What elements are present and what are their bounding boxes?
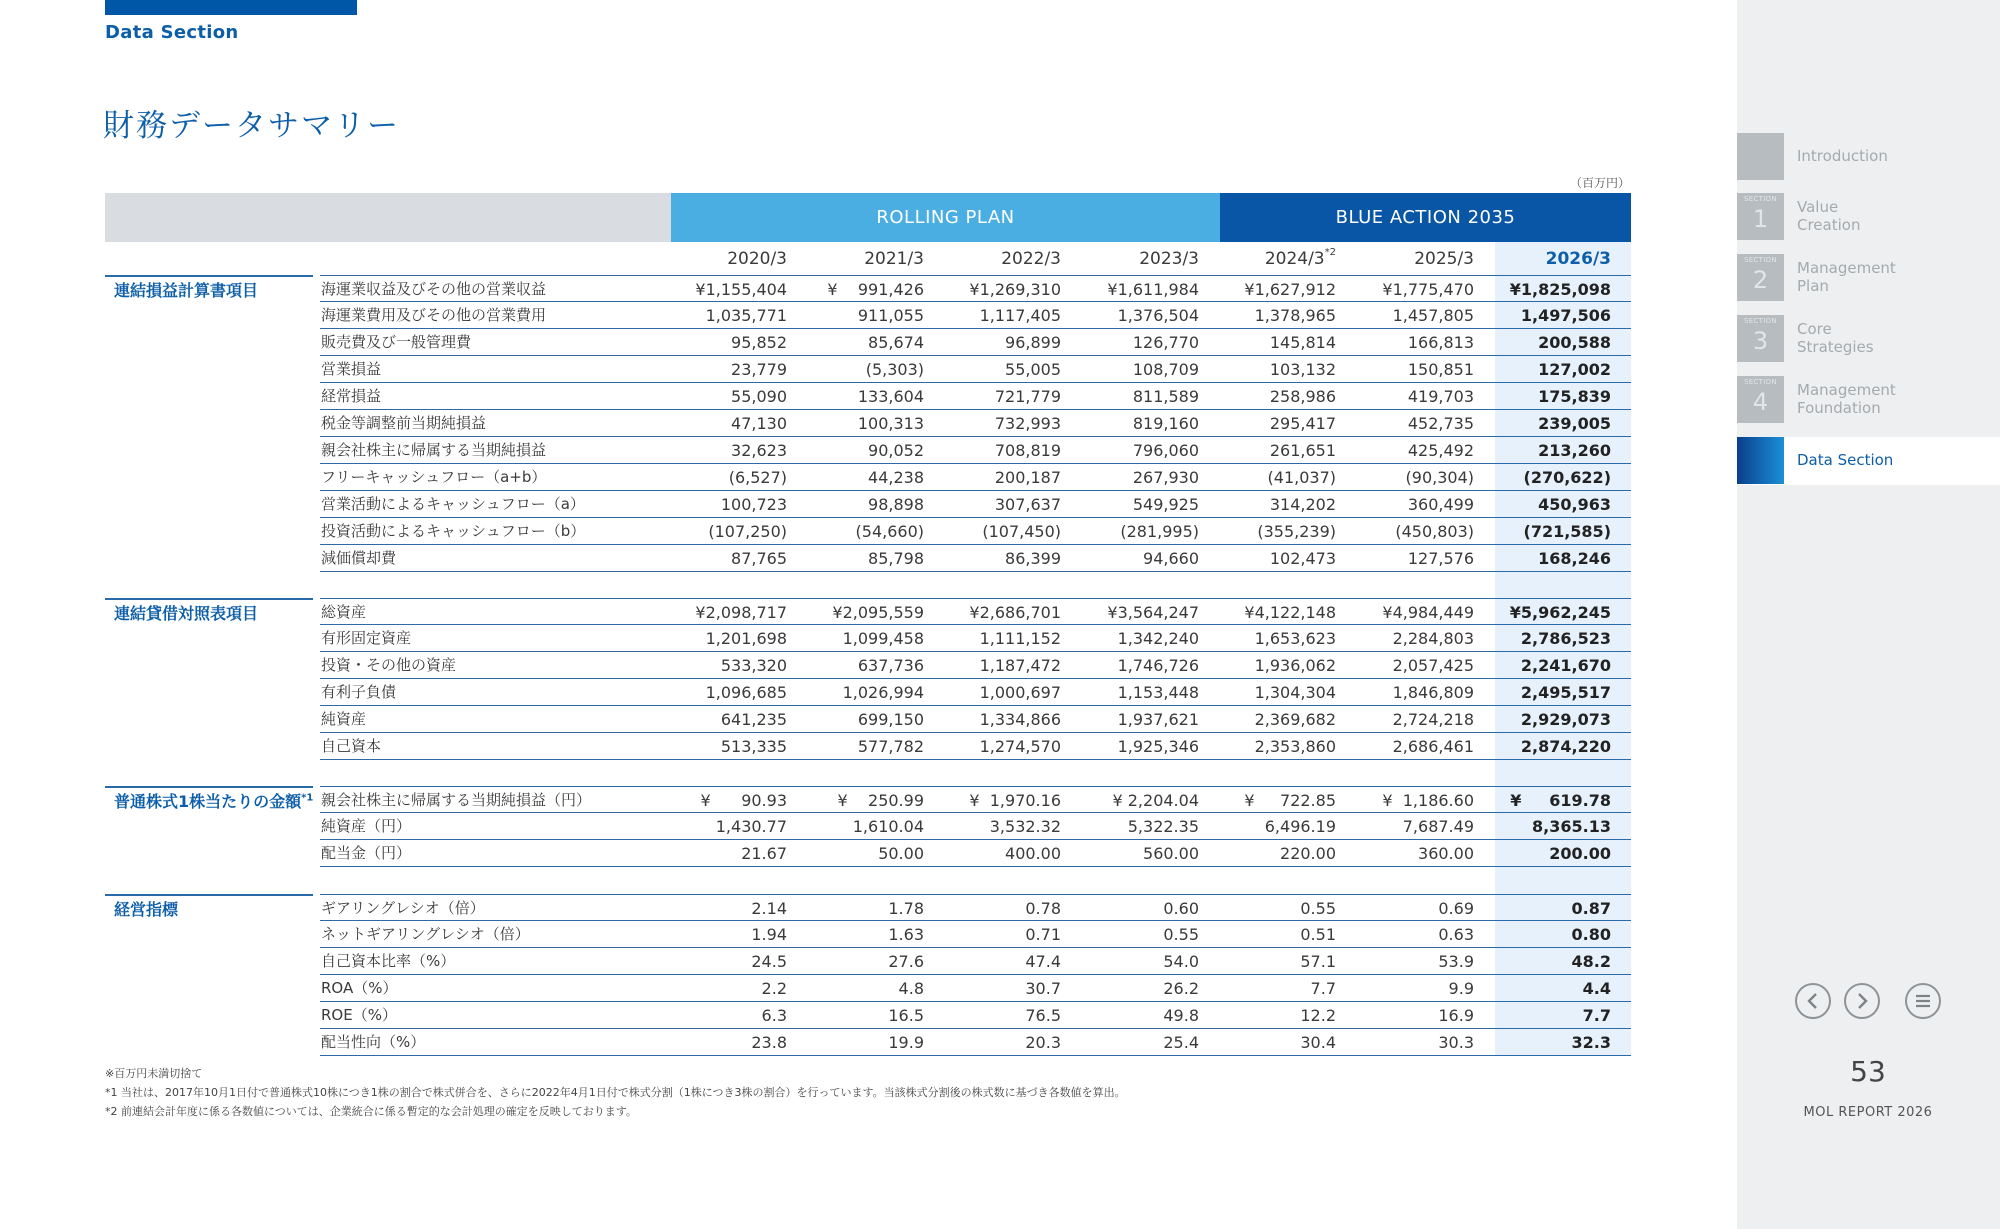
table-cell: 0.78 (1025, 899, 1061, 918)
table-row (320, 1029, 1631, 1056)
table-cell: 577,782 (857, 737, 924, 756)
group-rule (105, 598, 313, 600)
page-number: 53 (1850, 1055, 1886, 1088)
table-cell: (107,250) (708, 522, 787, 541)
table-cell: ¥2,095,559 (832, 603, 924, 622)
table-cell: 127,576 (1407, 549, 1474, 568)
table-cell: 126,770 (1132, 333, 1199, 352)
table-cell: 1,035,771 (705, 306, 787, 325)
table-row (320, 733, 1631, 760)
table-cell: 1,610.04 (852, 817, 924, 836)
year-header: 2023/3 (1139, 249, 1199, 269)
table-cell: 50.00 (878, 844, 924, 863)
table-cell: 0.87 (1571, 899, 1611, 918)
table-cell: 2,369,682 (1254, 710, 1336, 729)
table-cell: 360,499 (1407, 495, 1474, 514)
year-header: 2022/3 (1001, 249, 1061, 269)
table-cell: (281,995) (1120, 522, 1199, 541)
table-cell: 267,930 (1132, 468, 1199, 487)
table-cell: 23,779 (731, 360, 787, 379)
table-cell: 2,929,073 (1520, 710, 1611, 729)
table-cell: ¥1,155,404 (695, 280, 787, 299)
table-cell: 213,260 (1538, 441, 1611, 460)
table-cell: 175,839 (1538, 387, 1611, 406)
table-row (320, 437, 1631, 464)
row-label: 配当金（円） (321, 844, 412, 862)
table-row (320, 894, 1631, 921)
table-cell: ¥3,564,247 (1107, 603, 1199, 622)
table-cell: ¥ 250.99 (837, 791, 924, 810)
table-cell: (6,527) (728, 468, 787, 487)
table-cell: ¥1,269,310 (969, 280, 1061, 299)
table-cell: 86,399 (1005, 549, 1061, 568)
table-cell: 23.8 (751, 1033, 787, 1052)
group-rule (105, 275, 313, 277)
table-cell: 2,353,860 (1254, 737, 1336, 756)
table-cell: 1,099,458 (842, 629, 924, 648)
table-cell: ¥ 2,204.04 (1112, 791, 1199, 810)
table-cell: 450,963 (1538, 495, 1611, 514)
table-cell: 721,779 (994, 387, 1061, 406)
table-row (320, 518, 1631, 545)
table-cell: 0.55 (1163, 925, 1199, 944)
sidebar-nav-label: Value Creation (1797, 198, 1861, 234)
table-cell: 16.5 (888, 1006, 924, 1025)
table-cell: 0.69 (1438, 899, 1474, 918)
table-cell: 95,852 (731, 333, 787, 352)
table-cell: 314,202 (1269, 495, 1336, 514)
table-cell: 8,365.13 (1532, 817, 1611, 836)
table-row (320, 1002, 1631, 1029)
table-row (320, 545, 1631, 572)
table-cell: 25.4 (1163, 1033, 1199, 1052)
table-cell: ¥1,627,912 (1244, 280, 1336, 299)
table-cell: 30.4 (1300, 1033, 1336, 1052)
table-cell: ¥ 991,426 (827, 280, 924, 299)
table-cell: 1,304,304 (1254, 683, 1336, 702)
table-cell: 1,334,866 (979, 710, 1061, 729)
table-row (320, 975, 1631, 1002)
table-cell: 1,497,506 (1520, 306, 1611, 325)
table-cell: 1,653,623 (1254, 629, 1336, 648)
table-row (320, 491, 1631, 518)
table-cell: 2,495,517 (1520, 683, 1611, 702)
table-cell: 419,703 (1407, 387, 1474, 406)
table-cell: 94,660 (1143, 549, 1199, 568)
table-cell: 5,322.35 (1127, 817, 1199, 836)
table-cell: 49.8 (1163, 1006, 1199, 1025)
table-row (320, 275, 1631, 302)
sidebar-nav-item[interactable] (1737, 254, 2000, 302)
table-cell: 98,898 (868, 495, 924, 514)
table-row (320, 948, 1631, 975)
table-cell: 2,724,218 (1392, 710, 1474, 729)
row-label: ROA（%） (321, 979, 398, 997)
table-cell: 3,532.32 (989, 817, 1061, 836)
table-row (320, 329, 1631, 356)
year-header: 2026/3 (1545, 249, 1611, 269)
table-cell: 100,723 (720, 495, 787, 514)
table-row (320, 356, 1631, 383)
section-marker (1737, 437, 1784, 484)
table-cell: (450,803) (1395, 522, 1474, 541)
unit-label: （百万円） (1570, 176, 1631, 190)
table-cell: 87,765 (731, 549, 787, 568)
table-cell: 1,430.77 (715, 817, 787, 836)
table-cell: 90,052 (868, 441, 924, 460)
table-cell: 1,937,621 (1117, 710, 1199, 729)
table-cell: 96,899 (1005, 333, 1061, 352)
table-cell: 6,496.19 (1264, 817, 1336, 836)
table-cell: 7.7 (1310, 979, 1336, 998)
table-cell: 307,637 (994, 495, 1061, 514)
table-cell: (41,037) (1267, 468, 1336, 487)
sidebar-nav-item[interactable] (1737, 133, 2000, 181)
section-label: Data Section (105, 22, 239, 43)
footnote: ※百万円未満切捨て (105, 1067, 203, 1080)
table-cell: 1,376,504 (1117, 306, 1199, 325)
table-cell: 19.9 (888, 1033, 924, 1052)
table-cell: 24.5 (751, 952, 787, 971)
table-cell: 2,241,670 (1520, 656, 1611, 675)
row-label: 親会社株主に帰属する当期純損益（円） (321, 791, 592, 809)
table-cell: (270,622) (1523, 468, 1611, 487)
table-cell: ¥1,775,470 (1382, 280, 1474, 299)
table-cell: 1,026,994 (842, 683, 924, 702)
table-cell: 7,687.49 (1402, 817, 1474, 836)
row-label: 海運業費用及びその他の営業費用 (321, 306, 547, 324)
chevron-right-icon (1855, 992, 1869, 1010)
table-cell: ¥2,686,701 (969, 603, 1061, 622)
table-cell: 1,117,405 (979, 306, 1061, 325)
row-label: ギアリングレシオ（倍） (321, 899, 485, 917)
year-header: 2021/3 (864, 249, 924, 269)
table-cell: 261,651 (1269, 441, 1336, 460)
group-label: 普通株式1株当たりの金額$^{*1}$ (114, 792, 314, 811)
table-cell: 200,187 (994, 468, 1061, 487)
menu-icon (1914, 993, 1932, 1009)
table-cell: 1,111,152 (979, 629, 1061, 648)
table-row (320, 652, 1631, 679)
table-cell: 708,819 (994, 441, 1061, 460)
row-label: 投資活動によるキャッシュフロー（b） (321, 522, 586, 540)
row-label: 純資産（円） (321, 817, 412, 835)
section-marker: SECTION 4 (1737, 376, 1784, 423)
table-cell: 2,874,220 (1520, 737, 1611, 756)
table-row (320, 813, 1631, 840)
table-cell: 1.63 (888, 925, 924, 944)
table-cell: 12.2 (1300, 1006, 1336, 1025)
table-cell: (721,585) (1523, 522, 1611, 541)
year-header: 2025/3 (1414, 249, 1474, 269)
table-cell: 425,492 (1407, 441, 1474, 460)
top-accent-bar (105, 0, 357, 15)
table-cell: 103,132 (1269, 360, 1336, 379)
table-cell: 258,986 (1269, 387, 1336, 406)
table-cell: 549,925 (1132, 495, 1199, 514)
row-label: 海運業収益及びその他の営業収益 (321, 280, 547, 298)
table-cell: 1,936,062 (1254, 656, 1336, 675)
table-cell: 239,005 (1538, 414, 1611, 433)
table-cell: 200,588 (1538, 333, 1611, 352)
table-cell: 20.3 (1025, 1033, 1061, 1052)
table-cell: 1,274,570 (979, 737, 1061, 756)
table-cell: 1,378,965 (1254, 306, 1336, 325)
report-name: MOL REPORT 2026 (1803, 1105, 1933, 1120)
sidebar (1737, 0, 2000, 1229)
table-cell: 0.71 (1025, 925, 1061, 944)
year-header: 2024/3$^{*2}$ (1264, 247, 1336, 269)
table-cell: 295,417 (1269, 414, 1336, 433)
sidebar-nav-item[interactable] (1737, 315, 2000, 363)
table-cell: 220.00 (1280, 844, 1336, 863)
row-label: 税金等調整前当期純損益 (321, 414, 487, 432)
sidebar-nav-label: Core Strategies (1797, 320, 1874, 356)
table-cell: 811,589 (1132, 387, 1199, 406)
table-cell: 732,993 (994, 414, 1061, 433)
table-cell: 76.5 (1025, 1006, 1061, 1025)
year-header: 2020/3 (727, 249, 787, 269)
table-cell: 0.60 (1163, 899, 1199, 918)
table-cell: 48.2 (1571, 952, 1611, 971)
table-cell: 637,736 (857, 656, 924, 675)
table-row (320, 464, 1631, 491)
footnote: *1 当社は、2017年10月1日付で普通株式10株につき1株の割合で株式併合を、さらに2022年4月1日付で株式分割（1株につき3株の割合）を行っています。当該株式分割後の株式数に基づき各数値を算出。 (105, 1086, 1126, 1099)
table-cell: ¥5,962,245 (1509, 603, 1611, 622)
row-label: 営業活動によるキャッシュフロー（a） (321, 495, 585, 513)
section-marker (1737, 133, 1784, 180)
row-label: フリーキャッシュフロー（a+b） (321, 468, 547, 486)
row-label: ROE（%） (321, 1006, 397, 1024)
table-cell: 1,925,346 (1117, 737, 1199, 756)
table-row (320, 921, 1631, 948)
sidebar-nav-label: Management Foundation (1797, 381, 1896, 417)
menu-button[interactable] (1905, 983, 1941, 1019)
sidebar-nav-label: Introduction (1797, 147, 1888, 165)
table-cell: ¥4,122,148 (1244, 603, 1336, 622)
band-rolling-plan: ROLLING PLAN (671, 193, 1220, 242)
table-cell: 27.6 (888, 952, 924, 971)
table-cell: 796,060 (1132, 441, 1199, 460)
table-cell: 533,320 (720, 656, 787, 675)
next-page-button[interactable] (1844, 983, 1880, 1019)
table-row (320, 598, 1631, 625)
row-label: 経常損益 (321, 387, 382, 405)
row-label: 販売費及び一般管理費 (321, 333, 472, 351)
table-cell: 57.1 (1300, 952, 1336, 971)
table-cell: 2.2 (761, 979, 787, 998)
table-cell: (54,660) (855, 522, 924, 541)
table-cell: 9.9 (1448, 979, 1474, 998)
group-label: 連結貸借対照表項目 (114, 604, 259, 623)
section-marker: SECTION 3 (1737, 315, 1784, 362)
group-label: 連結損益計算書項目 (114, 281, 259, 300)
table-cell: 102,473 (1269, 549, 1336, 568)
table-cell: 2,284,803 (1392, 629, 1474, 648)
table-row (320, 625, 1631, 652)
row-label: 配当性向（%） (321, 1033, 426, 1051)
table-cell: 1,153,448 (1117, 683, 1199, 702)
sidebar-nav-label: Management Plan (1797, 259, 1896, 295)
table-row (320, 383, 1631, 410)
table-cell: 32,623 (731, 441, 787, 460)
table-cell: 2,786,523 (1520, 629, 1611, 648)
table-cell: 26.2 (1163, 979, 1199, 998)
table-cell: 911,055 (857, 306, 924, 325)
table-cell: ¥ 619.78 (1510, 791, 1611, 810)
table-cell: 127,002 (1538, 360, 1611, 379)
table-row (320, 679, 1631, 706)
table-cell: 85,798 (868, 549, 924, 568)
table-cell: 55,090 (731, 387, 787, 406)
table-cell: 2,686,461 (1392, 737, 1474, 756)
table-cell: 108,709 (1132, 360, 1199, 379)
table-cell: ¥ 1,186.60 (1382, 791, 1474, 810)
band-blank (105, 193, 671, 242)
table-cell: 85,674 (868, 333, 924, 352)
table-cell: ¥1,825,098 (1509, 280, 1611, 299)
table-cell: 819,160 (1132, 414, 1199, 433)
footnotes (105, 1064, 1126, 1121)
row-label: 総資産 (321, 603, 367, 621)
table-cell: 200.00 (1549, 844, 1611, 863)
table-cell: 145,814 (1269, 333, 1336, 352)
table-cell: 1.94 (751, 925, 787, 944)
table-cell: 47.4 (1025, 952, 1061, 971)
sidebar-nav-label: Data Section (1797, 451, 1894, 469)
table-cell: 4.8 (898, 979, 924, 998)
row-label: 投資・その他の資産 (321, 656, 457, 674)
row-label: 減価償却費 (321, 549, 397, 567)
table-cell: 168,246 (1538, 549, 1611, 568)
row-label: 純資産 (321, 710, 367, 728)
row-label: 自己資本比率（%） (321, 952, 456, 970)
table-cell: ¥1,611,984 (1107, 280, 1199, 299)
section-marker: SECTION 1 (1737, 193, 1784, 240)
table-cell: 1,746,726 (1117, 656, 1199, 675)
table-cell: 560.00 (1143, 844, 1199, 863)
table-cell: 400.00 (1005, 844, 1061, 863)
table-row (320, 840, 1631, 867)
table-cell: 2.14 (751, 899, 787, 918)
table-row (320, 410, 1631, 437)
table-cell: 1,457,805 (1392, 306, 1474, 325)
table-cell: ¥ 1,970.16 (969, 791, 1061, 810)
row-label: ネットギアリングレシオ（倍） (321, 925, 530, 943)
table-cell: 452,735 (1407, 414, 1474, 433)
table-cell: 513,335 (720, 737, 787, 756)
table-cell: ¥4,984,449 (1382, 603, 1474, 622)
group-rule (105, 894, 313, 896)
sidebar-nav-item[interactable] (1737, 193, 2000, 241)
table-cell: 53.9 (1438, 952, 1474, 971)
row-label: 親会社株主に帰属する当期純損益 (321, 441, 547, 459)
table-cell: 641,235 (720, 710, 787, 729)
table-cell: ¥2,098,717 (695, 603, 787, 622)
row-label: 営業損益 (321, 360, 382, 378)
table-cell: 21.67 (741, 844, 787, 863)
prev-page-button[interactable] (1795, 983, 1831, 1019)
table-cell: 360.00 (1418, 844, 1474, 863)
table-cell: (355,239) (1257, 522, 1336, 541)
table-cell: 1,000,697 (979, 683, 1061, 702)
table-row (320, 786, 1631, 813)
table-cell: (107,450) (982, 522, 1061, 541)
table-cell: 44,238 (868, 468, 924, 487)
row-label: 有形固定資産 (321, 629, 412, 647)
footnote: *2 前連結会計年度に係る各数値については、企業統合に係る暫定的な会計処理の確定を反映しております。 (105, 1105, 637, 1118)
table-cell: 4.4 (1582, 979, 1611, 998)
table-cell: 0.55 (1300, 899, 1336, 918)
section-marker: SECTION 2 (1737, 254, 1784, 301)
table-cell: 699,150 (857, 710, 924, 729)
table-cell: 6.3 (761, 1006, 787, 1025)
table-cell: 30.7 (1025, 979, 1061, 998)
page-title: 財務データサマリー (103, 108, 400, 144)
table-cell: 150,851 (1407, 360, 1474, 379)
row-label: 有利子負債 (321, 683, 397, 701)
table-cell: 16.9 (1438, 1006, 1474, 1025)
table-cell: (90,304) (1405, 468, 1474, 487)
row-label: 自己資本 (321, 737, 382, 755)
table-row (320, 706, 1631, 733)
table-cell: 0.63 (1438, 925, 1474, 944)
table-cell: 1,201,698 (705, 629, 787, 648)
table-cell: 1,096,685 (705, 683, 787, 702)
table-cell: 47,130 (731, 414, 787, 433)
table-cell: 166,813 (1407, 333, 1474, 352)
table-cell: 133,604 (857, 387, 924, 406)
table-cell: 54.0 (1163, 952, 1199, 971)
table-cell: 32.3 (1571, 1033, 1611, 1052)
band-blue-action: BLUE ACTION 2035 (1220, 193, 1631, 242)
table-cell: 30.3 (1438, 1033, 1474, 1052)
table-cell: 55,005 (1005, 360, 1061, 379)
chevron-left-icon (1806, 992, 1820, 1010)
table-cell: 1,342,240 (1117, 629, 1199, 648)
table-cell: 0.51 (1300, 925, 1336, 944)
sidebar-nav-item[interactable] (1737, 437, 2000, 485)
table-cell: ¥ 90.93 (700, 791, 787, 810)
table-cell: ¥ 722.85 (1244, 791, 1336, 810)
table-cell: 1,187,472 (979, 656, 1061, 675)
table-cell: 0.80 (1571, 925, 1611, 944)
table-cell: 2,057,425 (1392, 656, 1474, 675)
table-cell: 1.78 (888, 899, 924, 918)
group-rule (105, 786, 313, 788)
table-cell: 100,313 (857, 414, 924, 433)
table-row (320, 302, 1631, 329)
table-cell: (5,303) (865, 360, 924, 379)
sidebar-nav-item[interactable] (1737, 376, 2000, 424)
group-label: 経営指標 (114, 900, 179, 919)
table-cell: 7.7 (1582, 1006, 1611, 1025)
table-cell: 1,846,809 (1392, 683, 1474, 702)
